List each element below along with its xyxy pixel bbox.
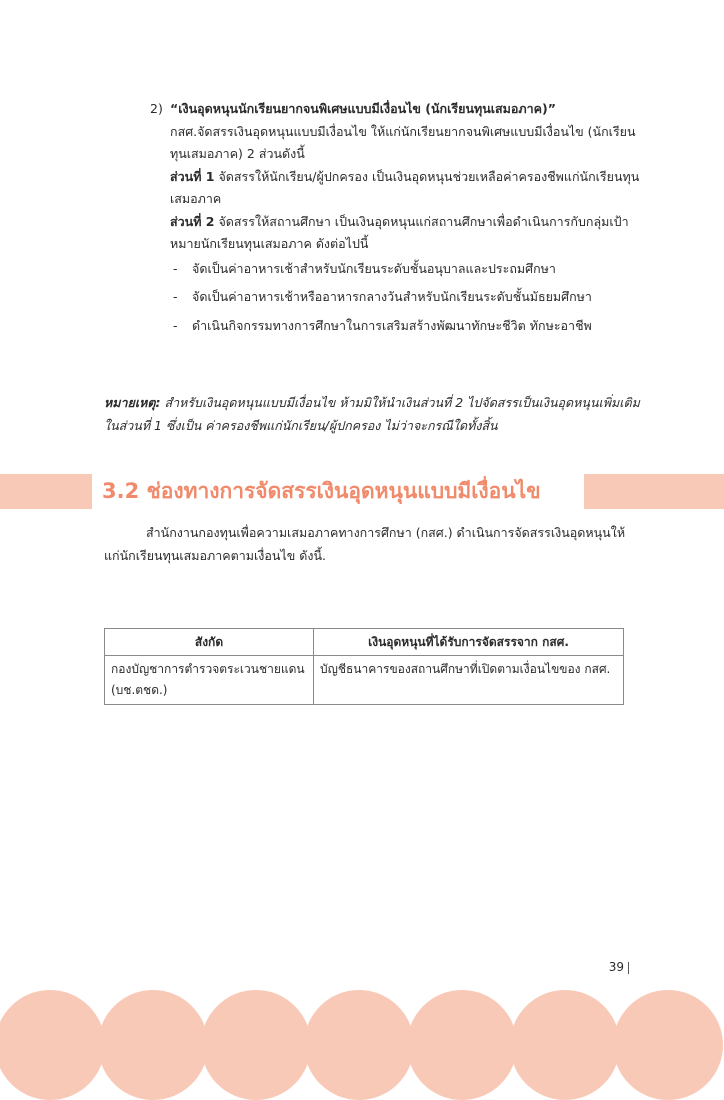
item-heading-text: “เงินอุดหนุนนักเรียนยากจนพิเศษแบบมีเงื่อนไข (นักเรียนทุนเสมอภาค)”: [170, 101, 556, 116]
item-2-body: [150, 121, 640, 338]
decorative-circle: [98, 990, 208, 1100]
item-2-heading: [150, 98, 640, 121]
bullet-item: [170, 286, 640, 309]
section-intro-text: สำนักงานกองทุนเพื่อความเสมอภาคทางการศึกษา (กสศ.) ดำเนินการจัดสรรเงินอุดหนุนให้แก่นักเรียนทุนเสมอภาคตามเงื่อนไข ดังนี้.: [104, 525, 626, 563]
bullet-list: [170, 258, 640, 338]
note-label: หมายเหตุ:: [104, 395, 161, 410]
cell-affiliation: กองบัญชาการตำรวจตระเวนชายแดน (บช.ตชด.): [105, 656, 314, 705]
page-number: 39: [608, 960, 624, 974]
bullet-marker: -: [173, 317, 178, 333]
item-intro: กสศ.จัดสรรเงินอุดหนุนแบบมีเงื่อนไข ให้แก่นักเรียนยากจนพิเศษแบบมีเงื่อนไข (นักเรียนทุนเสมอภาค) 2 ส่วนดังนี้: [170, 123, 636, 161]
decorative-circle: [201, 990, 311, 1100]
part-2-text: จัดสรรให้สถานศึกษา เป็นเงินอุดหนุนแก่สถานศึกษาเพื่อดำเนินการกับกลุ่มเป้าหมายนักเรียนทุนเสมอภาค ดังต่อไปนี้: [170, 213, 629, 251]
decorative-circle: [510, 990, 620, 1100]
bullet-marker: -: [173, 260, 178, 276]
bullet-item: [170, 315, 640, 338]
decorative-circle: [613, 990, 723, 1100]
bullet-item: [170, 258, 640, 281]
note: [104, 392, 640, 437]
item-2: [150, 98, 640, 343]
part-1-label: ส่วนที่ 1: [170, 168, 215, 184]
page-number-divider: [628, 962, 629, 974]
note-text: สำหรับเงินอุดหนุนแบบมีเงื่อนไข ห้ามมิให้นำเงินส่วนที่ 2 ไปจัดสรรเป็นเงินอุดหนุนเพิ่มเติมในส่วนที่ 1 ซึ่งเป็น ค่าครองชีพแก่นักเรียน/ผู้ปกครอง ไม่ว่าจะกรณีใดทั้งสิ้น: [104, 395, 640, 433]
decorative-circle: [407, 990, 517, 1100]
bullet-marker: -: [173, 289, 178, 304]
part-2: [170, 211, 640, 256]
section-title: 3.2 ช่องทางการจัดสรรเงินอุดหนุนแบบมีเงื่อนไข: [92, 474, 584, 509]
bullet-text: ดำเนินกิจกรรมทางการศึกษาในการเสริมสร้างพัฒนาทักษะชีวิต ทักษะอาชีพ: [192, 317, 592, 333]
allocation-table: [104, 628, 624, 705]
header-affiliation: สังกัด: [105, 629, 314, 656]
bullet-text: จัดเป็นค่าอาหารเช้าหรืออาหารกลางวันสำหรับนักเรียนระดับชั้นมัธยมศึกษา: [192, 289, 592, 304]
table-header-row: [105, 629, 624, 656]
part-1-text: จัดสรรให้นักเรียน/ผู้ปกครอง เป็นเงินอุดหนุนช่วยเหลือค่าครองชีพแก่นักเรียนทุนเสมอภาค: [170, 168, 640, 206]
table-row: [105, 656, 624, 705]
item-number: 2): [150, 101, 163, 116]
decorative-circle: [304, 990, 414, 1100]
part-2-label: ส่วนที่ 2: [170, 213, 215, 229]
header-allocation: เงินอุดหนุนที่ได้รับการจัดสรรจาก กสศ.: [314, 629, 624, 656]
cell-allocation: บัญชีธนาคารของสถานศึกษาที่เปิดตามเงื่อนไขของ กสศ.: [314, 656, 624, 705]
part-1: [170, 166, 640, 211]
decorative-circle: [0, 990, 105, 1100]
bullet-text: จัดเป็นค่าอาหารเช้าสำหรับนักเรียนระดับชั้นอนุบาลและประถมศึกษา: [192, 260, 556, 276]
section-intro: [104, 522, 640, 567]
